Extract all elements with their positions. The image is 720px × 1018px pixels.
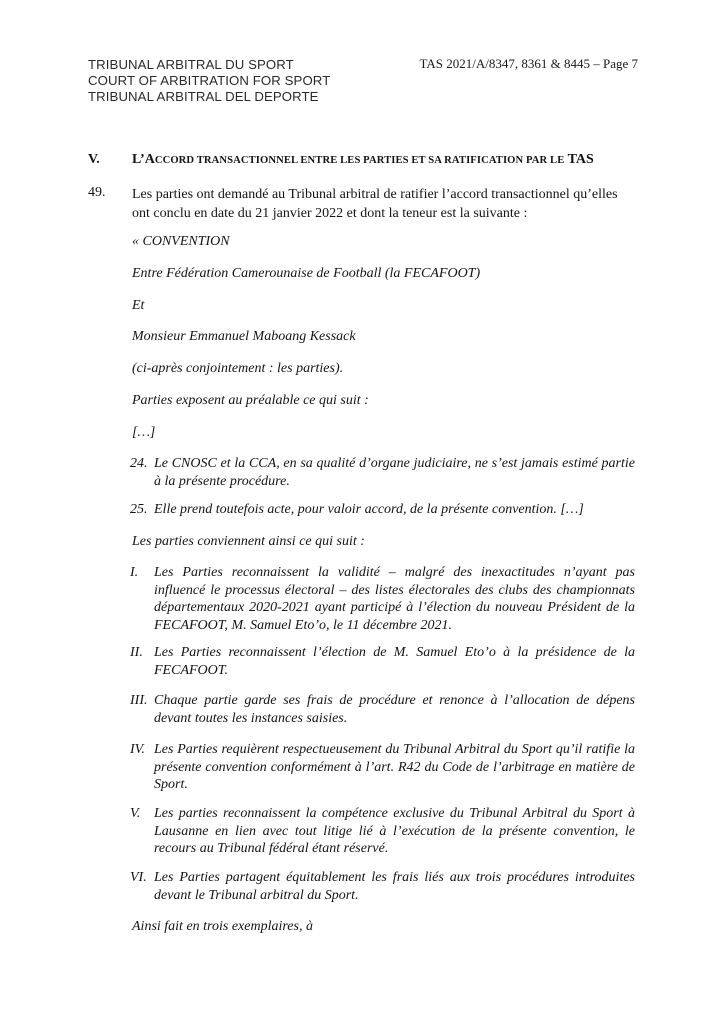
convention-between: Entre Fédération Camerounaise de Football (la FECAFOOT)	[132, 266, 481, 281]
paragraph-number: 49.	[88, 185, 106, 200]
list-item-text: Les parties reconnaissent la compétence exclusive du Tribunal Arbitral du Sport à Lausanne en lien avec tout litige lié à l’exécution de la présente convention, le recours au Tribunal fédéral étant réservé.	[154, 806, 635, 856]
convention-ellipsis: […]	[132, 425, 156, 440]
list-item	[130, 564, 635, 634]
case-reference: TAS 2021/A/8347, 8361 & 8445 – Page 7	[419, 56, 638, 71]
list-item-text: Les Parties reconnaissent la validité – malgré des inexactitudes n’ayant pas influencé le processus électoral – des listes électorales des clubs des championnats départementaux 2020-2021 ayant participé à l’élection du nouveau Président de la FECAFOOT, M. Samuel Eto’o, le 11 décembre 2021.	[154, 565, 635, 633]
list-item	[130, 644, 635, 679]
list-item-label: II.	[130, 645, 143, 660]
list-item-label: 24.	[130, 456, 148, 471]
list-item-label: V.	[130, 806, 141, 821]
list-item-text: Les Parties requièrent respectueusement du Tribunal Arbitral du Sport qu’il ratifie la présente convention conformément à l’art. R42 du Code de l’arbitrage en matière de Sport.	[154, 742, 635, 792]
convention-agree: Les parties conviennent ainsi ce qui suit :	[132, 534, 365, 549]
section-title-end: TAS	[564, 152, 594, 167]
convention-preamble: Parties exposent au préalable ce qui suit :	[132, 393, 369, 408]
list-item-text: Les Parties reconnaissent l’élection de M. Samuel Eto’o à la présidence de la FECAFOOT.	[154, 645, 635, 678]
list-item	[130, 501, 635, 519]
list-item-label: VI.	[130, 870, 147, 885]
court-name-en: COURT OF ARBITRATION FOR SPORT	[88, 73, 331, 88]
list-item-label: III.	[130, 693, 148, 708]
section-title-smallcaps: CCORD TRANSACTIONNEL ENTRE LES PARTIES ET SA RATIFICATION PAR LE	[154, 155, 565, 166]
paragraph-intro: Les parties ont demandé au Tribunal arbitral de ratifier l’accord transactionnel qu’elles ont conclu en date du 21 janvier 2022 et dont la teneur est la suivante :	[132, 187, 618, 221]
list-item	[130, 455, 635, 490]
court-name-fr: TRIBUNAL ARBITRAL DU SPORT	[88, 57, 294, 72]
convention-jointly: (ci-après conjointement : les parties).	[132, 361, 344, 376]
list-item-text: Le CNOSC et la CCA, en sa qualité d’organe judiciaire, ne s’est jamais estimé partie à la présente procédure.	[154, 456, 635, 489]
convention-and: Et	[132, 298, 145, 313]
list-item-text: Elle prend toutefois acte, pour valoir accord, de la présente convention. […]	[154, 502, 584, 517]
court-name-header	[88, 57, 330, 105]
court-name-es: TRIBUNAL ARBITRAL DEL DEPORTE	[88, 89, 319, 104]
convention-heading: « CONVENTION	[132, 234, 230, 249]
section-number: V.	[88, 152, 100, 167]
list-item	[130, 805, 635, 858]
section-title-initial: L’A	[132, 152, 155, 167]
list-item-text: Les Parties partagent équitablement les frais liés aux trois procédures introduites devant le Tribunal arbitral du Sport.	[154, 870, 635, 903]
convention-closing: Ainsi fait en trois exemplaires, à	[132, 919, 313, 934]
convention-party2: Monsieur Emmanuel Maboang Kessack	[132, 329, 356, 344]
list-item	[130, 869, 635, 904]
list-item-text: Chaque partie garde ses frais de procédure et renonce à l’allocation de dépens devant toutes les instances saisies.	[154, 693, 635, 726]
list-item	[130, 692, 635, 727]
list-item-label: I.	[130, 565, 139, 580]
list-item	[130, 741, 635, 794]
list-item-label: IV.	[130, 742, 145, 757]
section-title	[132, 152, 594, 168]
list-item-label: 25.	[130, 502, 148, 517]
